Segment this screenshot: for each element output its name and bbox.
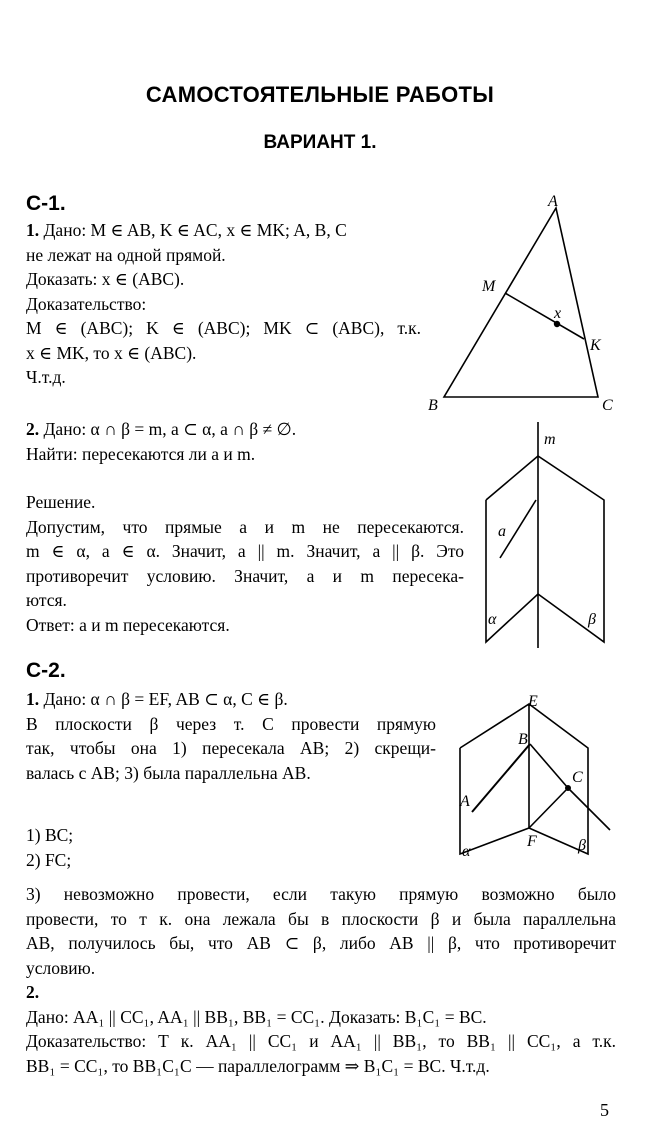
c1-problem-2	[26, 417, 464, 637]
label-alpha-2: α	[462, 843, 471, 860]
c1-p2-line-4: Допустим, что прямые a и m не пересекаются.	[26, 516, 464, 537]
c2-p2-line-3: BB₁ = CC₁, то BB₁C₁C — параллелограмм ⇒ B₁C₁ = BC. Ч.т.д.	[26, 1055, 490, 1076]
c1-p1-line-2: не лежат на одной прямой.	[26, 244, 226, 265]
page-title: САМОСТОЯТЕЛЬНЫЕ РАБОТЫ	[145, 82, 495, 107]
variant-title: ВАРИАНТ 1.	[263, 132, 377, 153]
c1-p2-number: 2.	[26, 419, 40, 439]
c2-p1-line-4: валась с AB; 3) была параллельна AB.	[26, 762, 311, 783]
c2-p1-line-5: 1) BC;	[26, 825, 74, 845]
line-ab	[472, 744, 530, 812]
label-m-line: m	[544, 431, 556, 448]
label-f: F	[527, 833, 537, 850]
label-alpha: α	[488, 611, 497, 628]
c2-p1-line-9: AB, получилось бы, что AB ⊂ β, либо AB || β, что противоречит	[26, 933, 616, 953]
label-c: C	[602, 397, 613, 414]
c1-p2-line-8: Ответ: a и m пересекаются.	[26, 614, 230, 635]
c2-p1-line-10: условию.	[26, 957, 96, 978]
c2-p2-line-1: Дано: AA₁ || CC₁, AA₁ || BB₁, BB₁ = CC₁. Доказать: B₁C₁ = BC.	[26, 1006, 487, 1027]
c1-p2-line-1	[26, 417, 464, 442]
c1-p2-line-7: ются.	[26, 590, 67, 610]
c2-problem-1	[26, 687, 436, 872]
line-bc	[530, 744, 568, 788]
planes-figure-2	[452, 690, 622, 875]
c2-p2-number: 2.	[26, 982, 40, 1002]
c1-p1-number: 1.	[26, 220, 40, 240]
triangle-figure	[420, 190, 620, 415]
section-c1-heading: С-1.	[26, 192, 66, 215]
label-beta: β	[588, 611, 596, 628]
label-b2: B	[518, 731, 528, 748]
label-m: M	[482, 278, 496, 295]
c2-p1-line-2: В плоскости β через т. C провести прямую	[26, 713, 436, 734]
line-fc	[529, 788, 568, 828]
segment-mk	[505, 293, 584, 339]
c2-p1-line-6: 2) FC;	[26, 849, 72, 870]
c1-problem-1	[26, 218, 421, 390]
page-number: 5	[600, 1100, 609, 1120]
planes-figure-1	[476, 420, 626, 650]
c2-p2-line-2: Доказательство: Т к. AA₁ || CC₁ и AA₁ || BB₁, то BB₁ || CC₁, а т.к.	[26, 1031, 616, 1051]
point-c	[565, 785, 571, 791]
c1-p2-line-3: Решение.	[26, 492, 96, 512]
label-e: E	[528, 693, 538, 710]
section-c2-heading: С-2.	[26, 659, 66, 682]
c2-p1-line-1	[26, 687, 436, 712]
line-c-extension	[568, 788, 610, 830]
label-b: B	[428, 397, 438, 414]
c1-p1-line-1-text: Дано: M ∈ AB, K ∈ AC, x ∈ MK; A, B, C	[39, 220, 347, 240]
label-a2: A	[460, 793, 470, 810]
planes-outline	[486, 456, 604, 642]
c1-p2-line-1-text: Дано: α ∩ β = m, a ⊂ α, a ∩ β ≠ ∅.	[39, 419, 297, 439]
label-c2: C	[572, 769, 583, 786]
c1-p1-line-6: x ∈ MK, то x ∈ (ABC).	[26, 342, 197, 363]
c2-p1-line-3: так, чтобы она 1) пересекала AB; 2) скрещи-	[26, 738, 436, 758]
c2-p1-number: 1.	[26, 689, 40, 709]
c2-problem-1-conclusion	[26, 882, 616, 1078]
label-k: K	[590, 337, 601, 354]
c1-p1-line-7: Ч.т.д.	[26, 367, 66, 387]
c1-p1-line-5: M ∈ (ABC); K ∈ (ABC); MK ⊂ (ABC), т.к.	[26, 318, 421, 338]
c2-p2-number-line	[26, 980, 616, 1005]
c1-p1-line-1	[26, 218, 421, 243]
label-x: x	[554, 305, 562, 322]
c1-p1-line-3: Доказать: x ∈ (ABC).	[26, 269, 185, 289]
planes-outline-2	[460, 704, 588, 854]
c2-p1-line-8: провести, то т к. она лежала бы в плоскости β и была параллельна	[26, 908, 616, 929]
c2-p1-line-1-text: Дано: α ∩ β = EF, AB ⊂ α, C ∈ β.	[39, 689, 288, 709]
label-a: A	[548, 193, 558, 210]
c1-p2-line-2: Найти: пересекаются ли a и m.	[26, 443, 256, 464]
label-a-line: a	[498, 523, 506, 540]
c1-p2-line-5: m ∈ α, a ∈ α. Значит, a || m. Значит, a || β. Это	[26, 541, 464, 561]
c1-p1-line-4: Доказательство:	[26, 293, 147, 314]
c2-p1-line-7: 3) невозможно провести, если такую прямую возможно было	[26, 884, 616, 904]
c1-p2-line-6: противоречит условию. Значит, a и m пересека-	[26, 565, 464, 586]
label-beta-2: β	[578, 837, 586, 854]
